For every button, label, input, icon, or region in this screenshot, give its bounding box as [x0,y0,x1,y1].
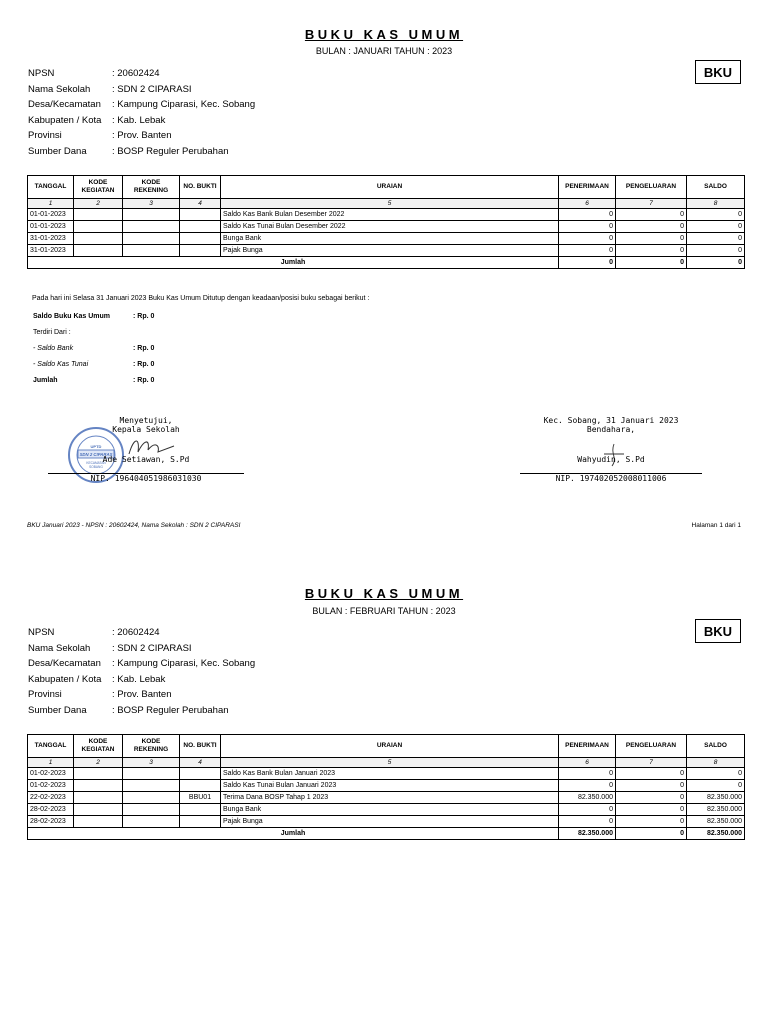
info-label: Sumber Dana [28,704,87,716]
total-penerimaan: 0 [559,257,616,269]
cell-bukti [180,209,221,221]
header-penerimaan: PENERIMAAN [559,735,616,758]
col-number: 4 [180,758,221,768]
cell-bukti [180,221,221,233]
page-number: Halaman 1 dari 1 [691,522,741,529]
col-number: 2 [74,199,123,209]
cell-tanggal: 01-02-2023 [28,768,74,780]
info-value: : Kab. Lebak [112,114,166,126]
total-row [28,828,745,840]
table-header-row [28,176,745,199]
cell-pengeluaran: 0 [616,780,687,792]
cell-rekening [123,780,180,792]
cell-kegiatan [74,768,123,780]
cell-saldo: 82.350.000 [687,792,745,804]
balance-summary [33,313,154,393]
cell-tanggal: 01-01-2023 [28,209,74,221]
info-value: : BOSP Reguler Perubahan [112,704,229,716]
col-number: 6 [559,199,616,209]
info-label: Kabupaten / Kota [28,114,102,126]
table-row [28,209,745,221]
summary-label: Terdiri Dari : [33,329,71,336]
ledger-table [27,734,745,840]
bku-page-february [0,580,768,1024]
treasurer-signature-block [520,416,702,483]
summary-value: : Rp. 0 [133,377,155,384]
info-row [28,115,255,131]
info-label: NPSN [28,68,55,79]
info-row [28,84,255,100]
cell-saldo: 0 [687,221,745,233]
col-number: 7 [616,758,687,768]
col-number: 5 [221,199,559,209]
svg-text:UPTD: UPTD [90,444,102,449]
approver-signature-block [48,416,244,483]
column-number-row [28,199,745,209]
page-title: BUKU KAS UMUM [304,586,464,601]
place-date: Kec. Sobang, 31 Januari 2023 [543,416,679,425]
header-no-bukti: NO. BUKTI [180,176,221,199]
total-row [28,257,745,269]
total-pengeluaran: 0 [616,828,687,840]
cell-bukti [180,233,221,245]
info-label: Desa/Kecamatan [28,99,101,110]
cell-tanggal: 22-02-2023 [28,792,74,804]
col-number: 7 [616,199,687,209]
cell-rekening [123,792,180,804]
header-saldo: SALDO [687,176,745,199]
cell-uraian: Pajak Bunga [221,245,559,257]
header-tanggal: TANGGAL [28,176,74,199]
summary-row [33,329,154,345]
treasurer-nip: NIP. 197402052008011006 [555,474,667,483]
svg-text:SOBANG: SOBANG [89,465,103,469]
school-info [28,627,255,720]
cell-uraian: Terima Dana BOSP Tahap 1 2023 [221,792,559,804]
header-saldo: SALDO [687,735,745,758]
cell-pengeluaran: 0 [616,816,687,828]
closing-statement: Pada hari ini Selasa 31 Januari 2023 Buku Kas Umum Ditutup dengan keadaan/posisi buku sebagai berikut : [32,295,370,302]
cell-penerimaan: 0 [559,245,616,257]
table-header-row [28,735,745,758]
info-row [28,99,255,115]
info-row [28,643,255,659]
cell-bukti [180,245,221,257]
table-row [28,233,745,245]
header-uraian: URAIAN [221,735,559,758]
info-label: Kabupaten / Kota [28,673,102,685]
header-kode-kegiatan: KODE KEGIATAN [74,735,123,758]
info-row [28,68,255,84]
cell-rekening [123,816,180,828]
info-value: : BOSP Reguler Perubahan [112,145,229,157]
summary-row [33,345,154,361]
cell-pengeluaran: 0 [616,792,687,804]
cell-penerimaan: 0 [559,233,616,245]
total-pengeluaran: 0 [616,257,687,269]
info-row [28,146,255,162]
col-number: 5 [221,758,559,768]
cell-pengeluaran: 0 [616,804,687,816]
cell-rekening [123,245,180,257]
cell-kegiatan [74,780,123,792]
table-row [28,816,745,828]
cell-kegiatan [74,209,123,221]
summary-row [33,361,154,377]
cell-saldo: 0 [687,245,745,257]
cell-kegiatan [74,792,123,804]
cell-saldo: 0 [687,233,745,245]
info-label: NPSN [28,627,55,638]
cell-penerimaan: 0 [559,768,616,780]
cell-pengeluaran: 0 [616,209,687,221]
cell-bukti [180,804,221,816]
cell-penerimaan: 0 [559,209,616,221]
cell-uraian: Saldo Kas Bank Bulan Januari 2023 [221,768,559,780]
info-value: : Prov. Banten [112,130,172,141]
bku-badge: BKU [695,60,741,84]
info-value: : 20602424 [112,627,160,638]
header-kode-kegiatan: KODE KEGIATAN [74,176,123,199]
total-saldo: 82.350.000 [687,828,745,840]
cell-saldo: 0 [687,209,745,221]
cell-uraian: Saldo Kas Tunai Bulan Desember 2022 [221,221,559,233]
total-label: Jumlah [28,257,559,269]
cell-bukti [180,780,221,792]
cell-saldo: 0 [687,768,745,780]
cell-pengeluaran: 0 [616,221,687,233]
cell-saldo: 82.350.000 [687,816,745,828]
cell-tanggal: 01-01-2023 [28,221,74,233]
info-label: Nama Sekolah [28,642,91,654]
cell-rekening [123,221,180,233]
cell-penerimaan: 0 [559,816,616,828]
header-no-bukti: NO. BUKTI [180,735,221,758]
col-number: 4 [180,199,221,209]
header-pengeluaran: PENGELUARAN [616,735,687,758]
total-label: Jumlah [28,828,559,840]
page-footer: BKU Januari 2023 - NPSN : 20602424, Nama Sekolah : SDN 2 CIPARASI [27,522,241,529]
col-number: 6 [559,758,616,768]
info-label: Provinsi [28,130,62,141]
header-kode-rekening: KODE REKENING [123,176,180,199]
summary-label: Saldo Buku Kas Umum [33,313,111,320]
header-kode-rekening: KODE REKENING [123,735,180,758]
info-row [28,674,255,690]
cell-rekening [123,209,180,221]
cell-pengeluaran: 0 [616,245,687,257]
cell-bukti [180,768,221,780]
approver-nip: NIP. 196404051986031030 [90,474,202,483]
ledger-table [27,175,745,269]
approval-label: Menyetujui, [119,416,173,425]
cell-uraian: Saldo Kas Bank Bulan Desember 2022 [221,209,559,221]
info-value: : SDN 2 CIPARASI [112,642,192,654]
column-number-row [28,758,745,768]
info-value: : Prov. Banten [112,689,172,700]
cell-tanggal: 28-02-2023 [28,804,74,816]
page-subtitle: BULAN : FEBRUARI TAHUN : 2023 [312,606,456,616]
cell-bukti [180,816,221,828]
cell-rekening [123,804,180,816]
header-uraian: URAIAN [221,176,559,199]
info-value: : SDN 2 CIPARASI [112,83,192,95]
cell-tanggal: 31-01-2023 [28,233,74,245]
cell-uraian: Bunga Bank [221,233,559,245]
page-title: BUKU KAS UMUM [304,27,464,42]
summary-label: - Saldo Kas Tunai [33,361,89,368]
cell-uraian: Saldo Kas Tunai Bulan Januari 2023 [221,780,559,792]
table-row [28,221,745,233]
cell-uraian: Pajak Bunga [221,816,559,828]
cell-rekening [123,233,180,245]
info-row [28,705,255,721]
info-label: Nama Sekolah [28,83,91,95]
col-number: 1 [28,758,74,768]
total-penerimaan: 82.350.000 [559,828,616,840]
table-row [28,804,745,816]
table-row [28,792,745,804]
col-number: 2 [74,758,123,768]
info-value: : Kab. Lebak [112,673,166,685]
cell-kegiatan [74,245,123,257]
cell-rekening [123,768,180,780]
cell-tanggal: 31-01-2023 [28,245,74,257]
treasurer-name: Wahyudin, S.Pd [577,455,645,464]
table-row [28,768,745,780]
table-row [28,245,745,257]
cell-saldo: 0 [687,780,745,792]
treasurer-title: Bendahara, [586,425,636,434]
info-row [28,658,255,674]
cell-saldo: 82.350.000 [687,804,745,816]
total-saldo: 0 [687,257,745,269]
cell-tanggal: 01-02-2023 [28,780,74,792]
summary-value: : Rp. 0 [133,361,155,368]
cell-penerimaan: 0 [559,221,616,233]
info-row [28,130,255,146]
cell-penerimaan: 0 [559,780,616,792]
approver-title: Kepala Sekolah [112,425,180,434]
header-pengeluaran: PENGELUARAN [616,176,687,199]
header-penerimaan: PENERIMAAN [559,176,616,199]
col-number: 3 [123,758,180,768]
info-label: Sumber Dana [28,145,87,157]
cell-kegiatan [74,816,123,828]
cell-penerimaan: 82.350.000 [559,792,616,804]
svg-text:KECAMATAN: KECAMATAN [86,461,106,465]
cell-uraian: Bunga Bank [221,804,559,816]
info-label: Provinsi [28,689,62,700]
svg-text:SDN 2 CIPARAS: SDN 2 CIPARAS [79,452,113,457]
page-subtitle: BULAN : JANUARI TAHUN : 2023 [315,46,453,56]
cell-bukti: BBU01 [180,792,221,804]
summary-value: : Rp. 0 [133,345,155,352]
col-number: 3 [123,199,180,209]
approver-name: Ade Setiawan, S.Pd [102,455,190,464]
info-label: Desa/Kecamatan [28,658,101,669]
cell-kegiatan [74,233,123,245]
school-info [28,68,255,161]
info-value: : 20602424 [112,68,160,79]
info-row [28,689,255,705]
cell-kegiatan [74,804,123,816]
summary-value: : Rp. 0 [133,313,155,320]
info-value: : Kampung Ciparasi, Kec. Sobang [112,658,256,669]
table-row [28,780,745,792]
summary-row [33,377,154,393]
cell-tanggal: 28-02-2023 [28,816,74,828]
header-tanggal: TANGGAL [28,735,74,758]
col-number: 8 [687,758,745,768]
bku-badge: BKU [695,619,741,643]
summary-row [33,313,154,329]
cell-pengeluaran: 0 [616,233,687,245]
summary-label: - Saldo Bank [33,345,74,352]
col-number: 8 [687,199,745,209]
cell-kegiatan [74,221,123,233]
col-number: 1 [28,199,74,209]
cell-pengeluaran: 0 [616,768,687,780]
summary-label: Jumlah [33,377,58,384]
info-row [28,627,255,643]
cell-penerimaan: 0 [559,804,616,816]
info-value: : Kampung Ciparasi, Kec. Sobang [112,99,256,110]
